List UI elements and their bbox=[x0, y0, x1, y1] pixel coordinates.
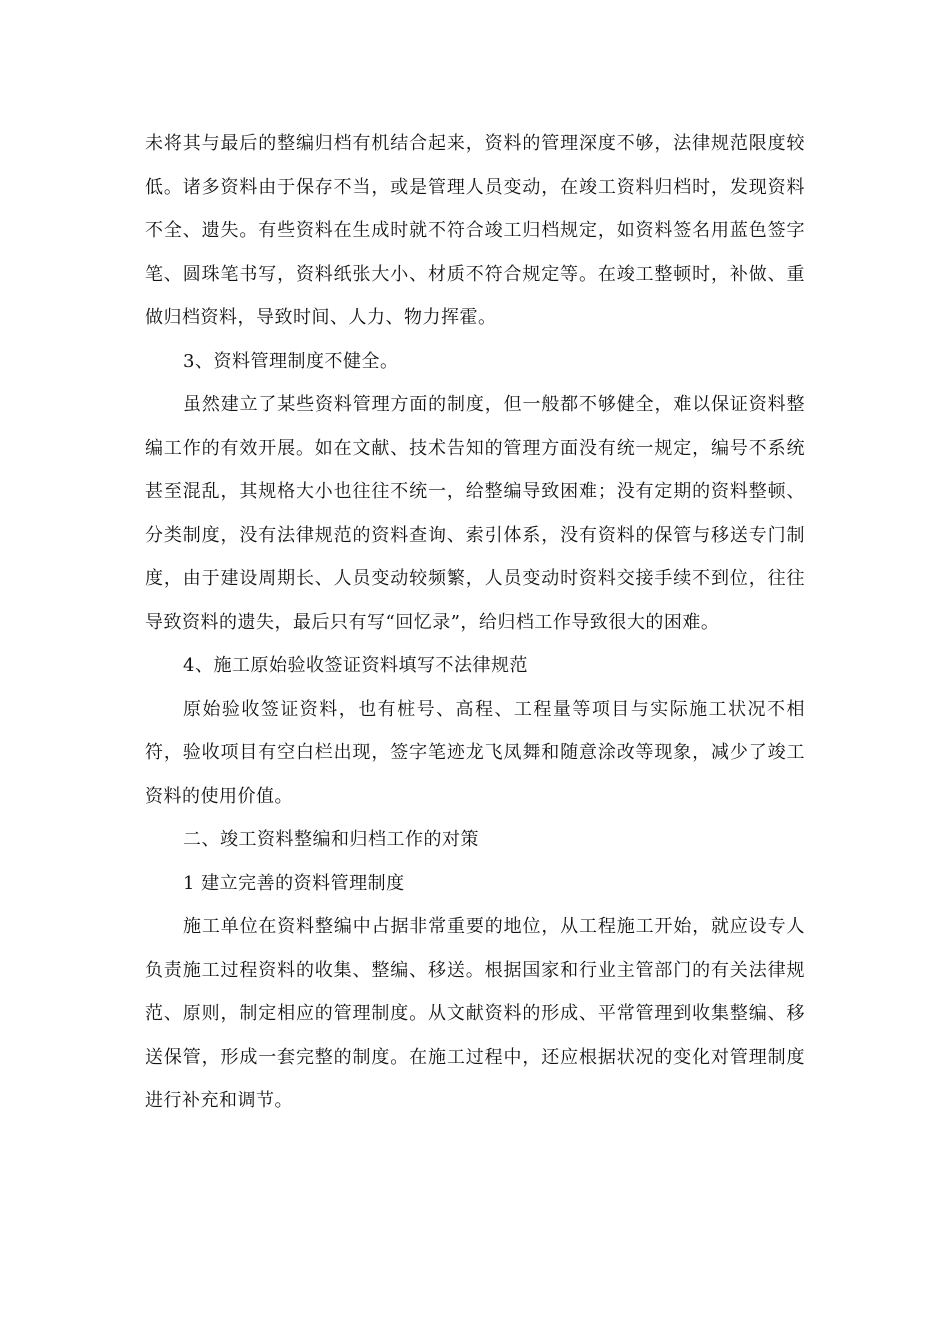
paragraph-management-system: 虽然建立了某些资料管理方面的制度，但一般都不够健全，难以保证资料整编工作的有效开展。如在文献、技术告知的管理方面没有统一规定，编号不系统甚至混乱，其规格大小也往往不统一，给整编导致困难；没有定期的资料整顿、分类制度，没有法律规范的资料查询、索引体系，没有资料的保管与移送专门制度，由于建设周期长、人员变动较频繁，人员变动时资料交接手续不到位，往往导致资料的遗失，最后只有写“回忆录”，给归档工作导致很大的困难。 bbox=[145, 394, 805, 633]
heading-item-4: 4、施工原始验收签证资料填写不法律规范 bbox=[183, 655, 528, 676]
paragraph-continuation: 未将其与最后的整编归档有机结合起来，资料的管理深度不够，法律规范限度较低。诸多资料由于保存不当，或是管理人员变动，在竣工资料归档时，发现资料不全、遗失。有些资料在生成时就不符合竣工归档规定，如资料签名用蓝色签字笔、圆珠笔书写，资料纸张大小、材质不符合规定等。在竣工整顿时，补做、重做归档资料，导致时间、人力、物力挥霍。 bbox=[145, 133, 805, 328]
document-body bbox=[145, 122, 805, 1123]
section-heading-countermeasures: 二、竣工资料整编和归档工作的对策 bbox=[183, 829, 479, 850]
heading-item-1: 1 建立完善的资料管理制度 bbox=[183, 872, 405, 894]
paragraph-acceptance-records: 原始验收签证资料，也有桩号、高程、工程量等项目与实际施工状况不相符，验收项目有空白栏出现，签字笔迹龙飞凤舞和随意涂改等现象，减少了竣工资料的使用价值。 bbox=[145, 698, 805, 807]
paragraph-construction-unit: 施工单位在资料整编中占据非常重要的地位，从工程施工开始，就应设专人负责施工过程资料的收集、整编、移送。根据国家和行业主管部门的有关法律规范、原则，制定相应的管理制度。从文献资料的形成、平常管理到收集整编、移送保管，形成一套完整的制度。在施工过程中，还应根据状况的变化对管理制度进行补充和调节。 bbox=[145, 916, 805, 1111]
heading-item-3: 3、资料管理制度不健全。 bbox=[183, 350, 399, 372]
